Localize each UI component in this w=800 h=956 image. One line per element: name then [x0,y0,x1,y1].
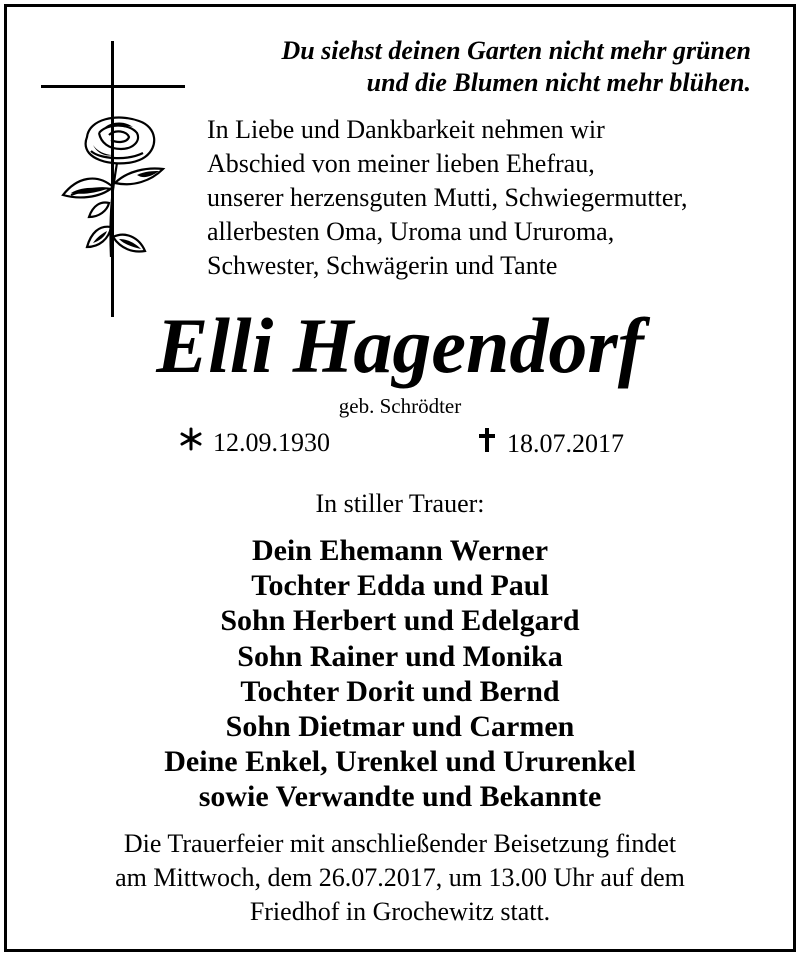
obituary-notice [4,4,796,952]
intro-line: unserer herzensguten Mutti, Schwiegermutter, [207,183,688,212]
motto-line: Du siehst deinen Garten nicht mehr grünen [281,36,751,65]
mourner-line: Tochter Edda und Paul [251,569,549,603]
mourner-line: Sohn Dietmar und Carmen [225,710,575,744]
birth-star-icon [179,427,203,458]
mourner-line: Tochter Dorit und Bernd [240,674,560,708]
death-cross-icon [477,427,497,460]
mourner-line: Deine Enkel, Urenkel und Ururenkel [164,745,636,779]
rose-icon [47,107,197,277]
intro-line: Abschied von meiner lieben Ehefrau, [207,149,595,178]
service-line: Friedhof in Grochewitz statt. [249,897,551,926]
death-date: 18.07.2017 [507,428,624,458]
motto [281,35,751,99]
intro-line: Schwester, Schwägerin und Tante [207,251,558,280]
mourner-line: Sohn Rainer und Monika [237,639,563,673]
intro-line: In Liebe und Dankbarkeit nehmen wir [207,115,605,144]
maiden-name: geb. Schrödter [338,394,462,418]
intro-text [207,113,688,283]
mourner-line: Dein Ehemann Werner [251,534,549,567]
mourners-list [7,533,793,815]
mourner-line: Sohn Herbert und Edelgard [220,604,580,638]
mourner-line: sowie Verwandte und Bekannte [198,780,602,814]
cross-horizontal-bar [41,85,185,88]
service-line: Die Trauerfeier mit anschließender Beisetzung findet [123,829,677,858]
mourning-heading: In stiller Trauer: [315,489,485,518]
deceased-name: Elli Hagendorf [156,302,644,389]
death-date-row [477,427,624,460]
birth-date: 12.09.1930 [213,427,330,457]
motto-line: und die Blumen nicht mehr blühen. [366,68,751,97]
funeral-service-info [7,827,793,929]
intro-line: allerbesten Oma, Uroma und Ururoma, [207,217,615,246]
service-line: am Mittwoch, dem 26.07.2017, um 13.00 Uhr auf dem [115,863,685,892]
birth-date-row [179,427,330,458]
